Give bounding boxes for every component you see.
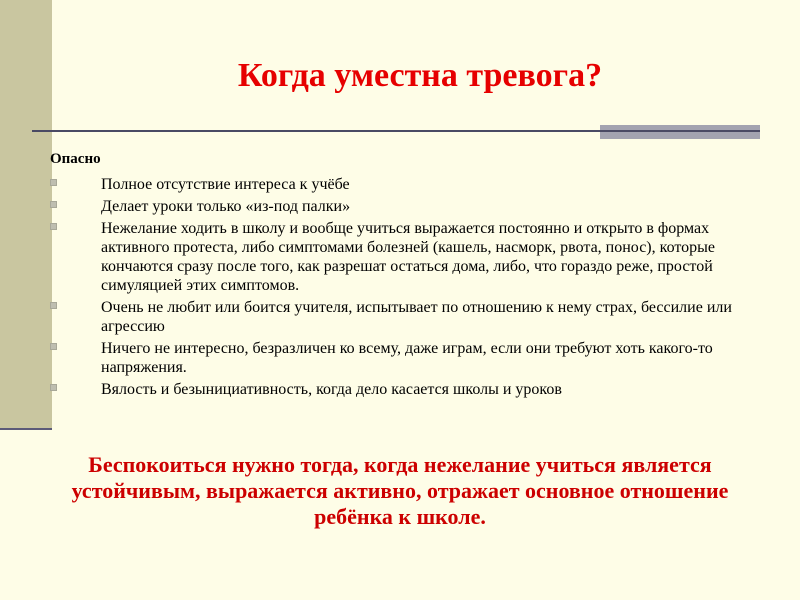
list-item bbox=[50, 219, 760, 295]
slide-title: Когда уместна тревога? bbox=[237, 57, 603, 94]
title-divider bbox=[32, 130, 760, 132]
square-bullet-icon bbox=[50, 201, 57, 208]
list-item-text: Ничего не интересно, безразличен ко всему, даже играм, если они требуют хоть какого-то напряжения. bbox=[101, 340, 713, 376]
section-heading: Опасно bbox=[50, 151, 101, 167]
square-bullet-icon bbox=[50, 343, 57, 350]
list-item-text: Делает уроки только «из-под палки» bbox=[101, 198, 351, 215]
list-item bbox=[50, 298, 760, 336]
list-item bbox=[50, 175, 760, 194]
square-bullet-icon bbox=[50, 302, 57, 309]
list-item-text: Полное отсутствие интереса к учёбе bbox=[101, 176, 350, 193]
list-item-text: Нежелание ходить в школу и вообще учиться выражается постоянно и открыто в формах активного протеста, либо симптомами болезней (кашель, насморк, рвота, понос), которые кончаются сразу после того, как разрешат остаться дома, либо, что гораздо реже, простой симуляцией этих симптомов. bbox=[101, 220, 715, 294]
list-item bbox=[50, 339, 760, 377]
conclusion-text: Беспокоиться нужно тогда, когда нежелание учиться является устойчивым, выражается активно, отражает основное отношение ребёнка к школе. bbox=[71, 452, 729, 529]
list-item-text: Вялость и безынициативность, когда дело касается школы и уроков bbox=[101, 381, 562, 398]
list-item bbox=[50, 197, 760, 216]
square-bullet-icon bbox=[50, 223, 57, 230]
list-item-text: Очень не любит или боится учителя, испытывает по отношению к нему страх, бессилие или агрессию bbox=[101, 299, 732, 335]
bullet-list bbox=[50, 175, 760, 402]
list-item bbox=[50, 380, 760, 399]
square-bullet-icon bbox=[50, 384, 57, 391]
square-bullet-icon bbox=[50, 179, 57, 186]
title-accent-bar bbox=[600, 125, 760, 139]
left-bar-underline bbox=[0, 428, 52, 430]
